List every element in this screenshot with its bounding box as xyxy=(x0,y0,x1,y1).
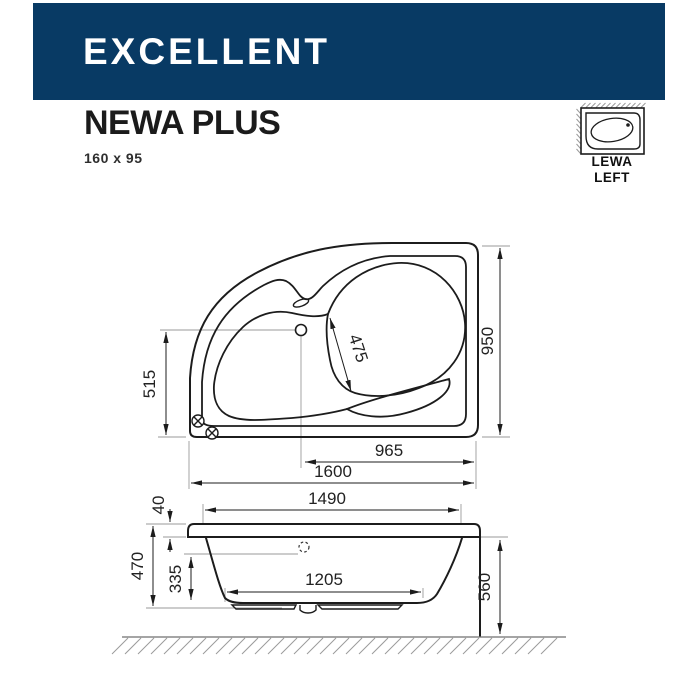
tub-seat-contour xyxy=(347,379,450,417)
tub-rim-section xyxy=(188,524,480,537)
product-size: 160 x 95 xyxy=(84,150,143,166)
drain-symbol xyxy=(296,325,307,336)
brand-logo-text: EXCELLENT xyxy=(83,30,330,72)
drain-hidden-symbol xyxy=(299,542,309,552)
side-view-drawing xyxy=(112,489,566,654)
tub-base-rail-left xyxy=(232,605,296,609)
dim-label-515: 515 xyxy=(140,369,159,399)
tub-base-rail-right xyxy=(318,605,402,609)
dim-label-965: 965 xyxy=(374,441,404,460)
valve-symbol-2 xyxy=(206,427,218,439)
variant-label-line1: LEWA xyxy=(591,154,633,169)
corner-tub-left-icon xyxy=(577,103,646,154)
dim-label-475: 475 xyxy=(344,331,372,365)
dim-label-950: 950 xyxy=(478,326,497,356)
product-name: NEWA PLUS xyxy=(84,104,281,142)
dim-label-1205: 1205 xyxy=(305,570,343,589)
top-view-drawing xyxy=(140,243,510,489)
floor-hatching xyxy=(112,638,557,654)
variant-label-line2: LEFT xyxy=(594,169,630,185)
valve-symbol-1 xyxy=(192,415,204,427)
dim-label-335: 335 xyxy=(166,564,185,594)
tub-basin-bottom-contour xyxy=(327,263,466,396)
dim-label-1600: 1600 xyxy=(314,462,352,481)
dim-label-40: 40 xyxy=(149,495,168,515)
overflow-symbol xyxy=(292,297,309,308)
dim-label-1490: 1490 xyxy=(308,489,346,508)
icon-drain-dot xyxy=(626,123,630,127)
dim-label-470: 470 xyxy=(128,551,147,581)
dim-label-560: 560 xyxy=(475,572,494,602)
drain-trap-notch xyxy=(300,605,316,613)
